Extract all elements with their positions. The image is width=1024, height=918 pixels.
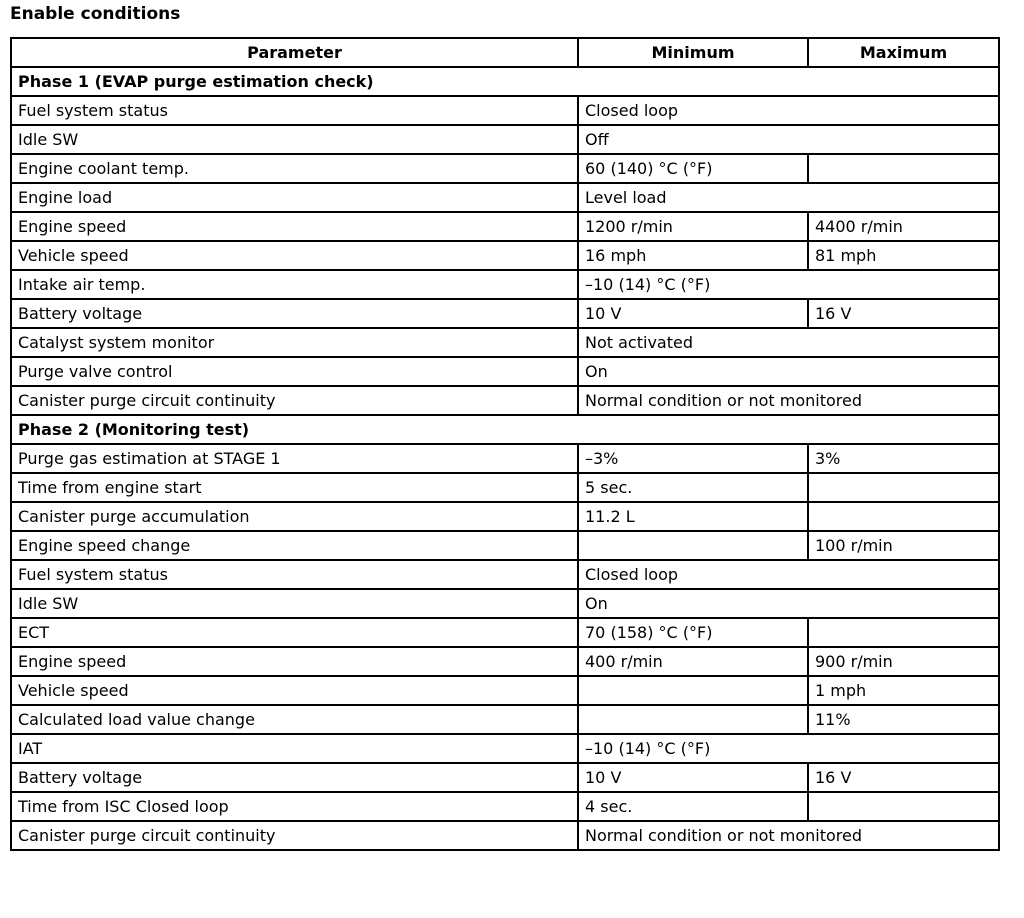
minimum-cell: 400 r/min xyxy=(578,647,808,676)
table-row xyxy=(11,734,999,763)
parameter-cell: Canister purge circuit continuity xyxy=(11,821,578,850)
minimum-cell: 5 sec. xyxy=(578,473,808,502)
header-minimum: Minimum xyxy=(578,38,808,67)
parameter-cell: Idle SW xyxy=(11,125,578,154)
table-row xyxy=(11,647,999,676)
parameter-cell: Fuel system status xyxy=(11,560,578,589)
minimum-cell: –3% xyxy=(578,444,808,473)
maximum-cell: 4400 r/min xyxy=(808,212,999,241)
table-row xyxy=(11,531,999,560)
parameter-cell: Catalyst system monitor xyxy=(11,328,578,357)
phase-label: Phase 2 (Monitoring test) xyxy=(11,415,999,444)
minimum-cell: 10 V xyxy=(578,763,808,792)
table-row xyxy=(11,357,999,386)
condition-cell: On xyxy=(578,589,999,618)
table-row xyxy=(11,444,999,473)
parameter-cell: Time from engine start xyxy=(11,473,578,502)
table-row xyxy=(11,792,999,821)
parameter-cell: IAT xyxy=(11,734,578,763)
parameter-cell: ECT xyxy=(11,618,578,647)
minimum-cell xyxy=(578,531,808,560)
table-body xyxy=(11,67,999,850)
parameter-cell: Fuel system status xyxy=(11,96,578,125)
table-row xyxy=(11,502,999,531)
condition-cell: –10 (14) °C (°F) xyxy=(578,734,999,763)
maximum-cell xyxy=(808,473,999,502)
condition-cell: On xyxy=(578,357,999,386)
table-row xyxy=(11,183,999,212)
minimum-cell xyxy=(578,705,808,734)
parameter-cell: Time from ISC Closed loop xyxy=(11,792,578,821)
phase-header-row xyxy=(11,415,999,444)
table-row xyxy=(11,328,999,357)
table-header-row xyxy=(11,38,999,67)
page-title: Enable conditions xyxy=(10,4,181,24)
enable-conditions-table xyxy=(10,37,1000,851)
table-row xyxy=(11,589,999,618)
parameter-cell: Battery voltage xyxy=(11,763,578,792)
maximum-cell: 16 V xyxy=(808,299,999,328)
minimum-cell: 11.2 L xyxy=(578,502,808,531)
maximum-cell: 11% xyxy=(808,705,999,734)
condition-cell: Off xyxy=(578,125,999,154)
table-row xyxy=(11,821,999,850)
table-row xyxy=(11,154,999,183)
table-row xyxy=(11,705,999,734)
parameter-cell: Vehicle speed xyxy=(11,241,578,270)
parameter-cell: Vehicle speed xyxy=(11,676,578,705)
maximum-cell xyxy=(808,618,999,647)
minimum-cell: 4 sec. xyxy=(578,792,808,821)
parameter-cell: Calculated load value change xyxy=(11,705,578,734)
minimum-cell: 60 (140) °C (°F) xyxy=(578,154,808,183)
table-row xyxy=(11,299,999,328)
minimum-cell: 10 V xyxy=(578,299,808,328)
maximum-cell: 16 V xyxy=(808,763,999,792)
parameter-cell: Battery voltage xyxy=(11,299,578,328)
minimum-cell xyxy=(578,676,808,705)
table-row xyxy=(11,270,999,299)
table-row xyxy=(11,560,999,589)
condition-cell: Normal condition or not monitored xyxy=(578,821,999,850)
parameter-cell: Engine speed xyxy=(11,647,578,676)
table-row xyxy=(11,212,999,241)
maximum-cell xyxy=(808,502,999,531)
condition-cell: Closed loop xyxy=(578,560,999,589)
parameter-cell: Canister purge accumulation xyxy=(11,502,578,531)
header-parameter: Parameter xyxy=(11,38,578,67)
parameter-cell: Engine load xyxy=(11,183,578,212)
maximum-cell: 900 r/min xyxy=(808,647,999,676)
minimum-cell: 1200 r/min xyxy=(578,212,808,241)
maximum-cell: 100 r/min xyxy=(808,531,999,560)
table-row xyxy=(11,676,999,705)
header-maximum: Maximum xyxy=(808,38,999,67)
condition-cell: Closed loop xyxy=(578,96,999,125)
maximum-cell: 3% xyxy=(808,444,999,473)
table-row xyxy=(11,241,999,270)
parameter-cell: Canister purge circuit continuity xyxy=(11,386,578,415)
parameter-cell: Engine speed change xyxy=(11,531,578,560)
phase-label: Phase 1 (EVAP purge estimation check) xyxy=(11,67,999,96)
maximum-cell xyxy=(808,154,999,183)
phase-header-row xyxy=(11,67,999,96)
table-row xyxy=(11,125,999,154)
parameter-cell: Purge valve control xyxy=(11,357,578,386)
table-row xyxy=(11,618,999,647)
table-row xyxy=(11,96,999,125)
maximum-cell: 1 mph xyxy=(808,676,999,705)
table-row xyxy=(11,473,999,502)
parameter-cell: Intake air temp. xyxy=(11,270,578,299)
maximum-cell xyxy=(808,792,999,821)
table-row xyxy=(11,386,999,415)
parameter-cell: Engine coolant temp. xyxy=(11,154,578,183)
table-row xyxy=(11,763,999,792)
condition-cell: Normal condition or not monitored xyxy=(578,386,999,415)
minimum-cell: 16 mph xyxy=(578,241,808,270)
parameter-cell: Idle SW xyxy=(11,589,578,618)
condition-cell: Level load xyxy=(578,183,999,212)
condition-cell: Not activated xyxy=(578,328,999,357)
minimum-cell: 70 (158) °C (°F) xyxy=(578,618,808,647)
parameter-cell: Purge gas estimation at STAGE 1 xyxy=(11,444,578,473)
condition-cell: –10 (14) °C (°F) xyxy=(578,270,999,299)
parameter-cell: Engine speed xyxy=(11,212,578,241)
maximum-cell: 81 mph xyxy=(808,241,999,270)
